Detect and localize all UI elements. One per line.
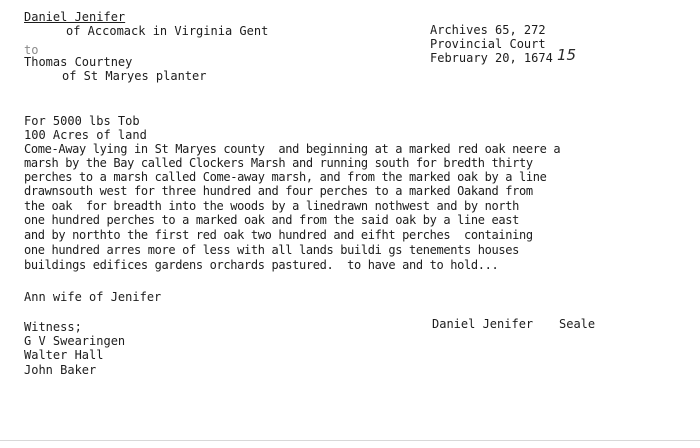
archives-reference: Archives 65, 272 [430,23,546,37]
court-name: Provincial Court [430,37,546,51]
description-line: the oak for breadth into the woods by a linedrawn nothwest and by north [24,199,519,213]
grantor-residence: of St Maryes planter [62,69,207,83]
signature-name: Daniel Jenifer [432,317,534,331]
handwritten-annotation: 15 [557,46,577,64]
consideration-line: For 5000 lbs Tob [24,114,140,128]
witness-name: G V Swearingen [24,334,126,348]
description-line: buildings edifices gardens orchards pastured. to have and to hold... [24,258,499,272]
description-line: perches to a marsh called Come-away marsh, and from the marked oak by a line [24,170,547,184]
description-line: marsh by the Bay called Clockers Marsh and running south for bredth thirty [24,156,533,170]
acreage-line: 100 Acres of land [24,128,147,142]
witness-name: John Baker [24,363,97,377]
record-date: February 20, 1674 [430,51,553,65]
conjunction-to: to [24,43,39,57]
wife-line: Ann wife of Jenifer [24,290,162,304]
description-line: and by northto the first red oak two hundred and eifht perches containing [24,228,533,242]
description-line: one hundred perches to a marked oak and from the said oak by a line east [24,213,519,227]
description-line: Come-Away lying in St Maryes county and beginning at a marked red oak neere a [24,142,561,156]
grantee-residence: of Accomack in Virginia Gent [66,24,269,38]
description-line: drawnsouth west for three hundred and four perches to a marked Oakand from [24,184,533,198]
seal-label: Seale [559,317,596,331]
grantee-name: Daniel Jenifer [24,10,126,24]
description-line: one hundred arres more of less with all lands buildi gs tenements houses [24,243,519,257]
page-fold-line [0,440,700,441]
witness-name: Walter Hall [24,348,104,362]
grantor-name: Thomas Courtney [24,55,133,69]
witness-label: Witness; [24,320,82,334]
